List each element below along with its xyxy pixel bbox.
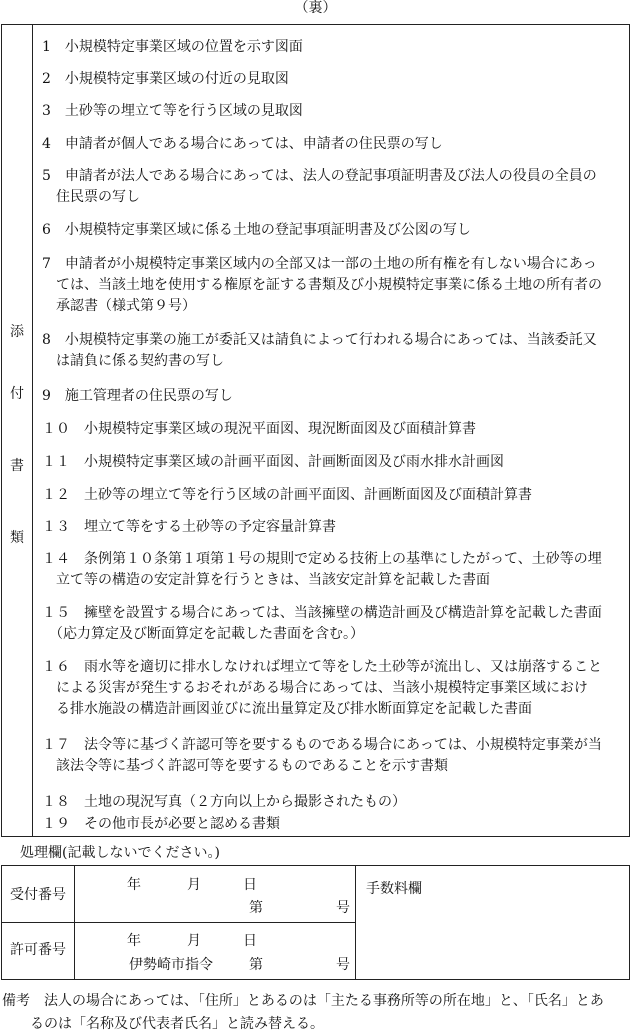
permit-dai: 第 bbox=[249, 957, 263, 973]
permit-number-label: 許可番号 bbox=[10, 942, 66, 958]
attachment-line: １８ 土地の現況写真（２方向以上から撮影されたもの） bbox=[42, 794, 406, 810]
attachment-item-15 bbox=[42, 603, 602, 645]
attachment-item-12 bbox=[42, 485, 532, 506]
attachment-item-18 bbox=[42, 792, 406, 813]
attachment-line: １６ 雨水等を適切に排水しなければ埋立て等をした土砂等が流出し、又は崩落すること bbox=[42, 659, 602, 675]
attachment-line: 住民票の写し bbox=[42, 189, 140, 205]
note-line: 備考 法人の場合にあっては、「住所」とあるのは「主たる事務所等の所在地」と、「氏名」とあ bbox=[2, 993, 604, 1009]
receipt-month: 月 bbox=[187, 877, 201, 893]
attachment-line: 4 申請者が個人である場合にあっては、申請者の住民票の写し bbox=[42, 136, 443, 152]
attachment-item-11 bbox=[42, 452, 504, 473]
processing-table bbox=[1, 865, 630, 980]
attachment-item-5 bbox=[42, 166, 597, 208]
receipt-year: 年 bbox=[127, 877, 141, 893]
attachment-item-16 bbox=[42, 657, 602, 720]
attachment-line: ては、当該土地を使用する権原を証する書類及び小規模特定事業に係る土地の所有者の bbox=[42, 277, 602, 293]
attachment-item-8 bbox=[42, 330, 597, 372]
attachment-line: 1 小規模特定事業区域の位置を示す図面 bbox=[42, 39, 303, 55]
attachment-item-9 bbox=[42, 386, 233, 407]
processing-heading: 処理欄(記載しないでください。) bbox=[20, 845, 220, 861]
attachment-item-3 bbox=[42, 101, 303, 122]
table-divider bbox=[355, 866, 356, 979]
attachments-section bbox=[1, 24, 630, 837]
attachments-label-column bbox=[2, 25, 33, 836]
page-title: （裏） bbox=[294, 0, 337, 16]
attachment-line: 承認書（様式第９号） bbox=[42, 298, 196, 314]
attachment-line: 6 小規模特定事業区域に係る土地の登記事項証明書及び公図の写し bbox=[42, 222, 471, 238]
attachment-line: １７ 法令等に基づく許認可等を要するものである場合にあっては、小規模特定事業が当 bbox=[42, 737, 602, 753]
attachment-item-2 bbox=[42, 69, 289, 90]
attachment-line: 3 土砂等の埋立て等を行う区域の見取図 bbox=[42, 103, 303, 119]
attachment-line: １１ 小規模特定事業区域の計画平面図、計画断面図及び雨水排水計画図 bbox=[42, 454, 504, 470]
attachment-line: 5 申請者が法人である場合にあっては、法人の登記事項証明書及び法人の役員の全員の bbox=[42, 168, 597, 184]
permit-day: 日 bbox=[243, 933, 257, 949]
attachments-label-char: 書 bbox=[10, 458, 24, 474]
note-line: るのは「名称及び代表者氏名」と読み替える。 bbox=[2, 1016, 324, 1032]
permit-go: 号 bbox=[336, 957, 350, 973]
attachment-line: １３ 埋立て等をする土砂等の予定容量計算書 bbox=[42, 519, 336, 535]
attachment-item-6 bbox=[42, 220, 471, 241]
attachment-line: １２ 土砂等の埋立て等を行う区域の計画平面図、計画断面図及び面積計算書 bbox=[42, 487, 532, 503]
attachment-item-13 bbox=[42, 517, 336, 538]
permit-year: 年 bbox=[127, 933, 141, 949]
attachment-line: 8 小規模特定事業の施工が委託又は請負によって行われる場合にあっては、当該委託又 bbox=[42, 332, 597, 348]
attachment-item-19 bbox=[42, 814, 280, 835]
attachment-item-14 bbox=[42, 549, 602, 591]
table-divider bbox=[2, 922, 355, 923]
attachment-line: １０ 小規模特定事業区域の現況平面図、現況断面図及び面積計算書 bbox=[42, 421, 476, 437]
attachment-line: １４ 条例第１０条第１項第１号の規則で定める技術上の基準にしたがって、土砂等の埋 bbox=[42, 551, 602, 567]
attachment-line: による災害が発生するおそれがある場合にあっては、当該小規模特定事業区域におけ bbox=[42, 680, 588, 696]
receipt-day: 日 bbox=[243, 877, 257, 893]
receipt-dai: 第 bbox=[249, 900, 263, 916]
receipt-number-label: 受付番号 bbox=[10, 887, 66, 903]
attachment-line: １５ 擁壁を設置する場合にあっては、当該擁壁の構造計画及び構造計算を記載した書面 bbox=[42, 605, 602, 621]
attachment-item-17 bbox=[42, 735, 602, 777]
permit-prefix: 伊勢崎市指令 bbox=[129, 957, 213, 973]
attachment-line: 9 施工管理者の住民票の写し bbox=[42, 388, 233, 404]
permit-month: 月 bbox=[187, 933, 201, 949]
attachments-label-char: 添 bbox=[10, 324, 24, 340]
attachments-label-char: 付 bbox=[10, 386, 24, 402]
attachment-item-1 bbox=[42, 37, 303, 58]
attachment-line: １９ その他市長が必要と認める書類 bbox=[42, 816, 280, 832]
attachment-line: 2 小規模特定事業区域の付近の見取図 bbox=[42, 71, 289, 87]
attachment-line: る排水施設の構造計画図並びに流出量算定及び排水断面算定を記載した書面 bbox=[42, 701, 532, 717]
attachment-line: 立て等の構造の安定計算を行うときは、当該安定計算を記載した書面 bbox=[42, 572, 490, 588]
attachment-line: （応力算定及び断面算定を記載した書面を含む。） bbox=[42, 626, 364, 642]
attachments-label-char: 類 bbox=[10, 530, 24, 546]
attachment-line: 該法令等に基づく許認可等を要するものであることを示す書類 bbox=[42, 758, 448, 774]
attachment-item-4 bbox=[42, 134, 443, 155]
receipt-go: 号 bbox=[336, 900, 350, 916]
attachment-item-7 bbox=[42, 254, 602, 317]
attachment-item-10 bbox=[42, 419, 476, 440]
attachment-line: は請負に係る契約書の写し bbox=[42, 353, 224, 369]
fee-label: 手数料欄 bbox=[366, 881, 422, 897]
attachment-line: 7 申請者が小規模特定事業区域内の全部又は一部の土地の所有権を有しない場合にあっ bbox=[42, 256, 597, 272]
